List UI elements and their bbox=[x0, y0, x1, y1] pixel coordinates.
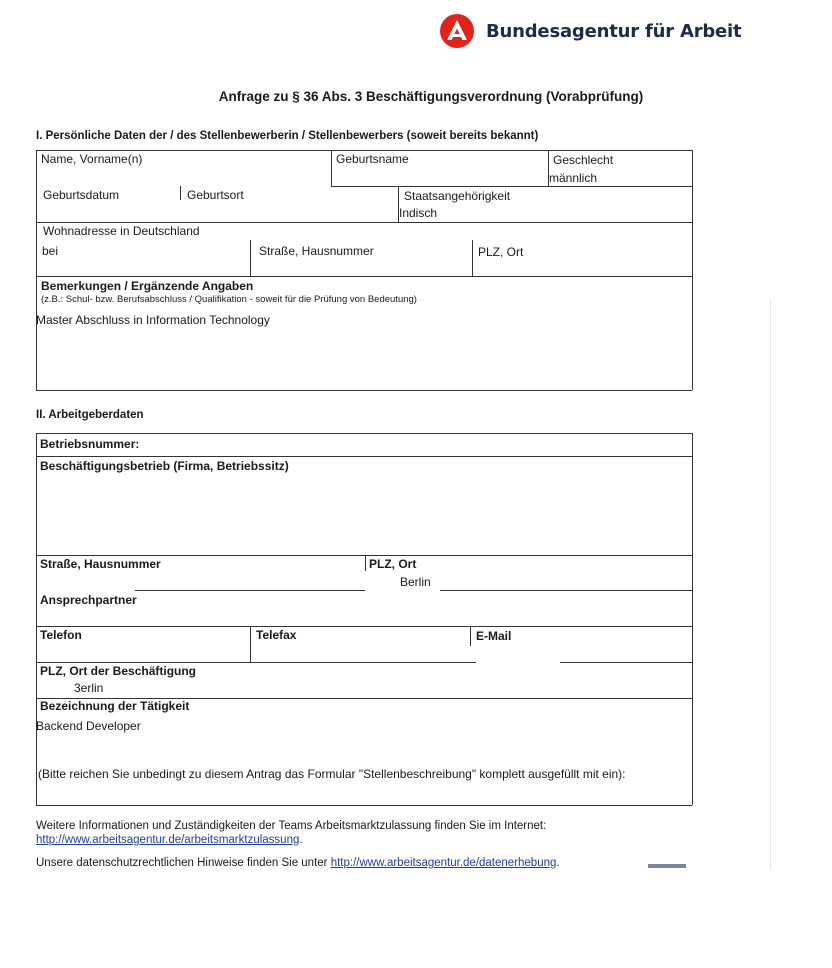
birthplace-label: Geburtsort bbox=[187, 188, 244, 202]
agency-name: Bundesagentur für Arbeit bbox=[486, 20, 742, 42]
email-label: E-Mail bbox=[476, 629, 512, 643]
name-label: Name, Vorname(n) bbox=[41, 152, 143, 166]
remarks-value[interactable]: Master Abschluss in Information Technology bbox=[36, 313, 270, 327]
privacy-line bbox=[36, 857, 560, 869]
info-link-line bbox=[36, 834, 303, 846]
remarks-label: Bemerkungen / Ergänzende Angaben bbox=[41, 279, 254, 293]
address-label: Wohnadresse in Deutschland bbox=[43, 224, 200, 238]
bei-label: bei bbox=[42, 244, 59, 258]
phone-label: Telefon bbox=[40, 628, 82, 642]
gender-label: Geschlecht bbox=[553, 153, 614, 167]
scan-mark bbox=[648, 864, 686, 868]
privacy-link[interactable]: http://www.arbeitsagentur.de/datenerhebung bbox=[330, 857, 557, 869]
remarks-hint: (z.B.: Schul- bzw. Berufsabschluss / Qualifikation - soweit für die Prüfung von Bedeutung) bbox=[41, 294, 417, 305]
info-link[interactable]: http://www.arbeitsagentur.de/arbeitsmarktzulassung bbox=[36, 834, 300, 846]
info-link-suffix: . bbox=[299, 834, 303, 846]
company-label: Beschäftigungsbetrieb (Firma, Betriebssitz) bbox=[40, 459, 289, 473]
section-employer-heading: II. Arbeitgeberdaten bbox=[36, 409, 144, 421]
job-description-notice: (Bitte reichen Sie unbedingt zu diesem Antrag das Formular "Stellenbeschreibung" komplett ausgefüllt mit ein): bbox=[38, 767, 626, 781]
employer-street-label: Straße, Hausnummer bbox=[40, 557, 161, 571]
gender-value[interactable]: männlich bbox=[549, 171, 598, 185]
employer-zip-label: PLZ, Ort bbox=[369, 557, 417, 571]
street-label: Straße, Hausnummer bbox=[259, 244, 374, 258]
fax-label: Telefax bbox=[256, 628, 297, 642]
privacy-link-suffix: . bbox=[556, 857, 560, 869]
birthname-label: Geburtsname bbox=[336, 152, 409, 166]
work-location-label: PLZ, Ort der Beschäftigung bbox=[40, 664, 197, 678]
company-number-label: Betriebsnummer: bbox=[40, 437, 140, 451]
form-title: Anfrage zu § 36 Abs. 3 Beschäftigungsverordnung (Vorabprüfung) bbox=[218, 89, 644, 104]
info-text: Weitere Informationen und Zuständigkeiten der Teams Arbeitsmarktzulassung finden Sie im Internet: bbox=[36, 820, 547, 832]
job-title-label: Bezeichnung der Tätigkeit bbox=[40, 699, 190, 713]
contact-label: Ansprechpartner bbox=[40, 593, 137, 607]
nationality-value[interactable]: Indisch bbox=[399, 206, 438, 220]
nationality-label: Staatsangehörigkeit bbox=[404, 189, 511, 203]
agency-logo bbox=[440, 14, 741, 48]
privacy-text: Unsere datenschutzrechtlichen Hinweise finden Sie unter bbox=[36, 857, 331, 869]
zip-label: PLZ, Ort bbox=[478, 245, 524, 259]
employer-zip-value[interactable]: Berlin bbox=[400, 575, 431, 589]
birthdate-label: Geburtsdatum bbox=[43, 188, 120, 202]
job-title-value[interactable]: Backend Developer bbox=[36, 719, 141, 733]
page-edge-line bbox=[770, 300, 771, 870]
agency-emblem-icon bbox=[440, 14, 474, 48]
work-location-value[interactable]: 3erlin bbox=[74, 681, 104, 695]
section-personal-heading: I. Persönliche Daten der / des Stellenbewerberin / Stellenbewerbers (soweit bereits bekannt) bbox=[36, 130, 539, 142]
